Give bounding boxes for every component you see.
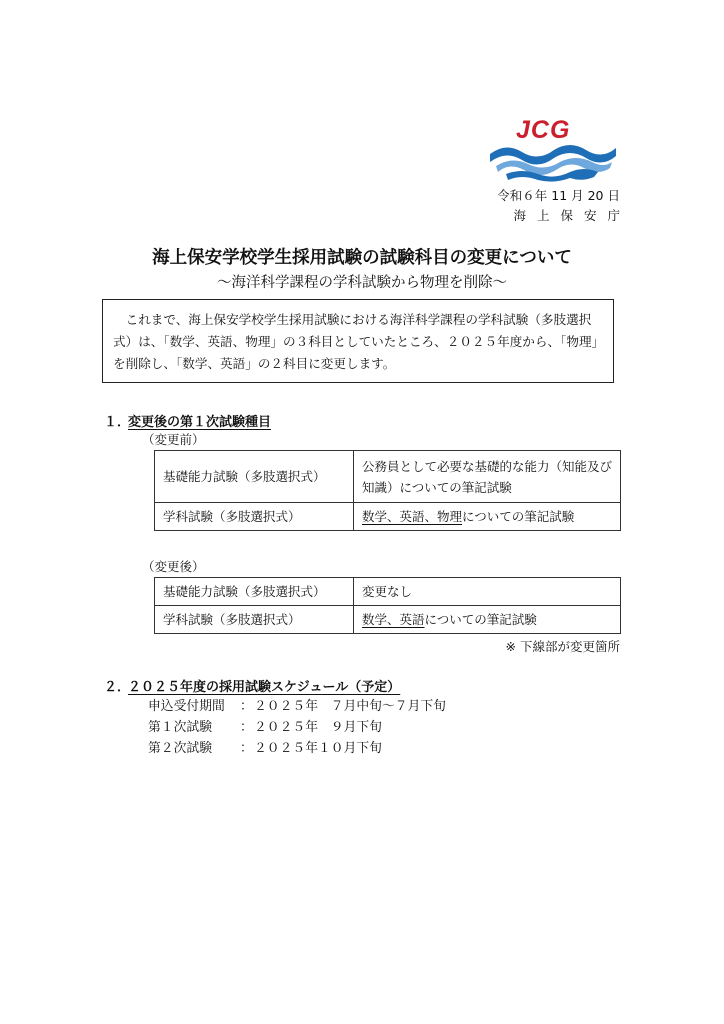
organization-name: 海上保安庁 xyxy=(513,208,631,223)
section1-number: １． xyxy=(104,415,131,430)
issue-date: 令和６年 11 月 20 日 xyxy=(497,188,620,203)
schedule-separator: ： xyxy=(240,720,253,735)
exam-detail-cell xyxy=(354,578,621,606)
schedule-separator: ： xyxy=(240,699,253,714)
list-item xyxy=(148,717,446,738)
exam-name-cell: 基礎能力試験（多肢選択式） xyxy=(155,578,354,606)
exam-detail-cell xyxy=(354,606,621,634)
notice-text: これまで、海上保安学校学生採用試験における海洋科学課程の学科試験（多肢選択式）は、「数学、英語、物理」の３科目としていたところ、２０２５年度から、「物理」を削除し、「数学、英語」の２科目に変更します。 xyxy=(113,312,598,371)
schedule-list xyxy=(148,696,446,759)
before-table xyxy=(154,450,621,531)
exam-detail-text: 公務員として必要な基礎的な能力（知能及び知識）についての筆記試験 xyxy=(362,458,613,495)
table-row xyxy=(155,503,621,531)
exam-detail-text: 変更なし xyxy=(362,584,413,599)
after-label: （変更後） xyxy=(142,559,205,574)
schedule-value: ２０２５年１０月下旬 xyxy=(254,741,382,756)
schedule-value: ２０２５年 ７月中旬～７月下旬 xyxy=(254,699,446,714)
before-label: （変更前） xyxy=(142,432,205,447)
change-note: ※ 下線部が変更箇所 xyxy=(505,639,620,654)
list-item xyxy=(148,738,446,759)
jcg-logo xyxy=(486,118,620,184)
table-row xyxy=(155,451,621,503)
header-info xyxy=(497,186,631,226)
document-subtitle: ～海洋科学課程の学科試験から物理を削除～ xyxy=(217,275,507,291)
table-row xyxy=(155,606,621,634)
document-title: 海上保安学校学生採用試験の試験科目の変更について xyxy=(152,248,572,268)
table-row xyxy=(155,578,621,606)
schedule-label: 第２次試験 xyxy=(148,741,212,756)
wave-icon xyxy=(486,140,620,184)
exam-name-cell: 学科試験（多肢選択式） xyxy=(155,503,354,531)
section1-title: 変更後の第１次試験種目 xyxy=(128,415,272,430)
logo-text: JCG xyxy=(516,116,571,144)
exam-detail-underlined: 数学、英語 xyxy=(362,612,425,627)
schedule-separator: ： xyxy=(240,741,253,756)
section2-title: ２０２５年度の採用試験スケジュール（予定） xyxy=(128,680,401,695)
exam-detail-text: についての筆記試験 xyxy=(462,509,575,524)
exam-detail-underlined: 数学、英語、物理 xyxy=(362,509,463,524)
schedule-label: 申込受付期間 xyxy=(148,699,225,714)
exam-detail-text: についての筆記試験 xyxy=(424,612,537,627)
after-table xyxy=(154,577,621,634)
schedule-value: ２０２５年 ９月下旬 xyxy=(254,720,382,735)
schedule-label: 第１次試験 xyxy=(148,720,212,735)
exam-name-cell: 学科試験（多肢選択式） xyxy=(155,606,354,634)
section2-number: ２． xyxy=(104,680,131,695)
exam-name-cell: 基礎能力試験（多肢選択式） xyxy=(155,451,354,503)
exam-detail-cell xyxy=(354,503,621,531)
exam-detail-cell xyxy=(354,451,621,503)
list-item xyxy=(148,696,446,717)
section1-heading xyxy=(104,411,271,430)
notice-box xyxy=(102,299,614,383)
section2-heading xyxy=(104,676,400,695)
